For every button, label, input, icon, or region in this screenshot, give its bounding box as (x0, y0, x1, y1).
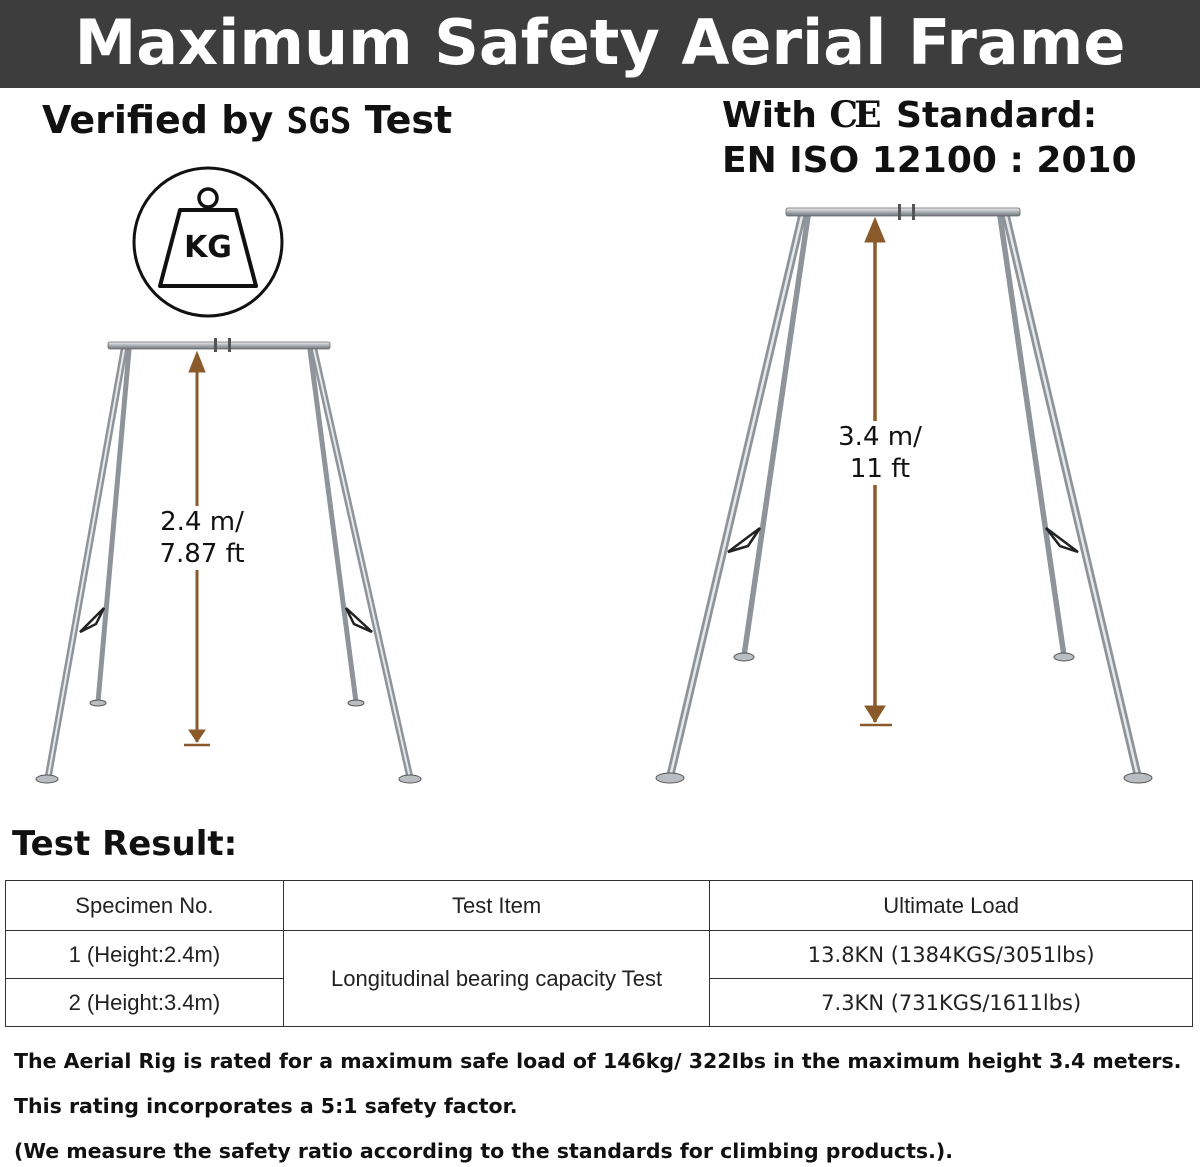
table-row (6, 931, 1193, 979)
ce-suffix: Standard: (883, 95, 1098, 136)
small-height-metric: 2.4 m/ (160, 507, 244, 537)
test-result-heading: Test Result: (12, 824, 238, 864)
large-height-metric: 3.4 m/ (838, 422, 922, 452)
ultimate-load-cell: 13.8KN (1384KGS/3051lbs) (710, 931, 1193, 979)
specimen-cell: 1 (Height:2.4m) (6, 931, 284, 979)
test-result-table (5, 880, 1193, 1027)
ce-mark-icon: CE (829, 94, 878, 136)
test-item-cell: Longitudinal bearing capacity Test (283, 931, 710, 1027)
large-frame (656, 204, 1152, 783)
large-frame-height-label (826, 421, 934, 485)
sgs-suffix: Test (351, 98, 453, 142)
small-frame-height-label (150, 506, 254, 570)
large-frame-strap-left (728, 528, 760, 552)
table-header-row (6, 881, 1193, 931)
small-height-imperial: 7.87 ft (159, 539, 245, 569)
column-header-test-item: Test Item (283, 881, 710, 931)
sgs-prefix: Verified by (42, 98, 287, 142)
column-header-specimen: Specimen No. (6, 881, 284, 931)
ce-prefix: With (722, 95, 830, 136)
page-title-banner: Maximum Safety Aerial Frame (0, 0, 1200, 88)
small-frame-top-bar (108, 342, 330, 349)
sgs-brand: SGS (286, 101, 352, 142)
large-height-imperial: 11 ft (849, 454, 911, 484)
iso-standard-code: EN ISO 12100 : 2010 (722, 140, 1137, 181)
kg-label: KG (184, 230, 232, 265)
ultimate-load-cell: 7.3KN (731KGS/1611lbs) (710, 979, 1193, 1027)
column-header-ultimate-load: Ultimate Load (710, 881, 1193, 931)
safety-standard-note: (We measure the safety ratio according to the standards for climbing products.). (14, 1139, 954, 1163)
large-frame-top-bar (786, 208, 1020, 216)
small-frame-strap-right (346, 608, 372, 632)
safety-factor-note: This rating incorporates a 5:1 safety factor. (14, 1094, 518, 1118)
specimen-cell: 2 (Height:3.4m) (6, 979, 284, 1027)
safe-load-note: The Aerial Rig is rated for a maximum safe load of 146kg/ 322Ibs in the maximum height 3.4 meters. (14, 1049, 1182, 1073)
small-frame-strap-left (80, 608, 104, 632)
large-frame-legs (670, 216, 1138, 777)
